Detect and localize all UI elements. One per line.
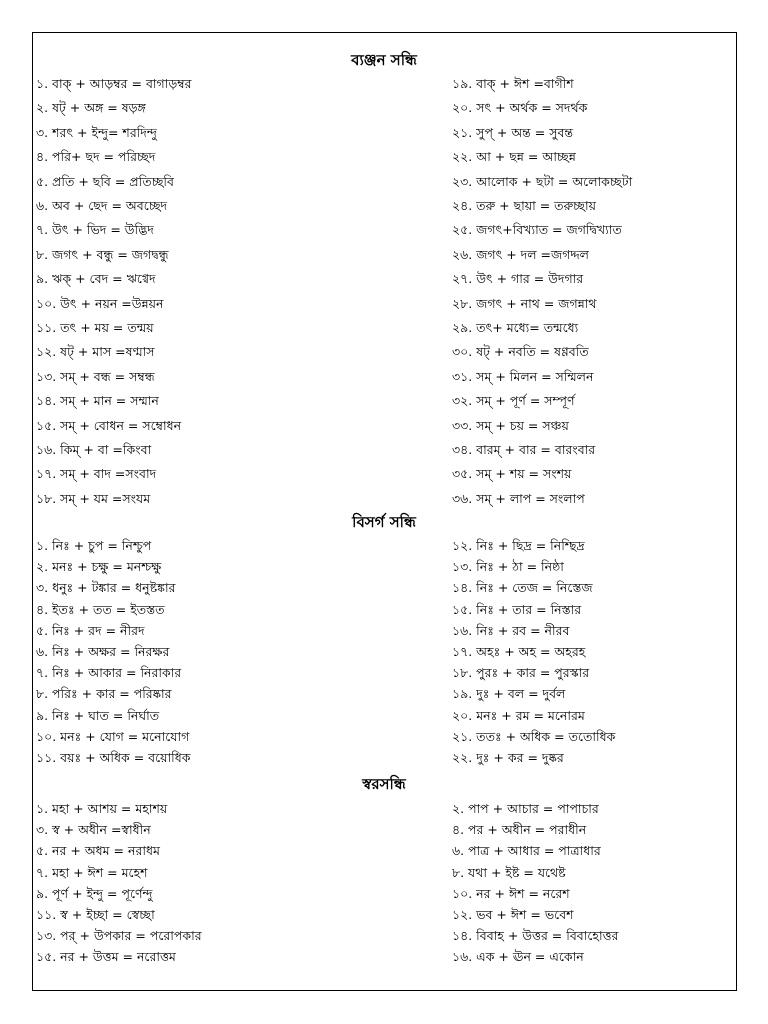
sandhi-entry: ১৪. সম্ + মান = সম্মান	[36, 393, 159, 409]
sandhi-entry: ১৩. নিঃ + ঠা = নিষ্ঠা	[452, 559, 564, 575]
sandhi-entry: ৩. ধনুঃ + টঙ্কার = ধনুষ্টঙ্কার	[36, 580, 176, 596]
sandhi-entry: ৩. শরৎ + ইন্দু= শরদিন্দু	[36, 124, 157, 140]
sandhi-entry: ২০. সৎ + অর্থক = সদর্থক	[452, 100, 588, 116]
sandhi-entry: ৩১. সম্ + মিলন = সম্মিলন	[452, 368, 594, 384]
sandhi-entry: ৭. উৎ + ভিদ = উদ্ভিদ	[36, 222, 154, 238]
sandhi-entry: ২৪. তরু + ছায়া = তরুচ্ছায়	[452, 198, 596, 213]
sandhi-entry: ১২. ভব + ঈশ = ভবেশ	[452, 907, 574, 922]
sandhi-entry: ১৫. নর + উত্তম = নরোত্তম	[36, 949, 176, 965]
sandhi-entry: ১৮. পুরঃ + কার = পুরস্কার	[452, 665, 590, 681]
sandhi-entry: ৫. প্রতি + ছবি = প্রতিচ্ছবি	[36, 173, 174, 189]
sandhi-entry: ১৬. কিম্ + বা =কিংবা	[36, 442, 152, 457]
sandhi-entry: ১৫. সম্ + বোধন = সম্বোধন	[36, 417, 182, 433]
sandhi-entry: ১২. নিঃ + ছিদ্র = নিশ্ছিদ্র	[452, 538, 585, 553]
sandhi-entry: ৯. পূর্ণ + ইন্দু = পূর্ণেন্দু	[36, 885, 153, 901]
sandhi-entry: ৫. নিঃ + রদ = নীরদ	[36, 622, 145, 638]
sandhi-entry: ৯. নিঃ + ঘাত = নির্ঘাত	[36, 707, 160, 723]
sandhi-entry: ৫. নর + অধম = নরাধম	[36, 843, 160, 859]
section-heading: ব্যঞ্জন সন্ধি	[351, 51, 417, 69]
sandhi-entry: ২. পাপ + আচার = পাপাচার	[452, 801, 599, 816]
sandhi-entry: ২১. সুপ্ + অন্ত = সুবন্ত	[452, 124, 574, 140]
sandhi-entry: ৩৫. সম্ + শয় = সংশয়	[452, 466, 572, 482]
sandhi-entry: ১. বাক্ + আড়ম্বর = বাগাড়ম্বর	[36, 76, 192, 91]
sandhi-entry: ১. নিঃ + চুপ = নিশ্চুপ	[36, 538, 152, 553]
sandhi-entry: ৬. নিঃ + অক্ষর = নিরক্ষর	[36, 644, 170, 659]
sandhi-entry: ৩২. সম্ + পূর্ণ = সম্পূর্ণ	[452, 393, 575, 409]
sandhi-entry: ২. মনঃ + চক্ষু = মনশ্চক্ষু	[36, 559, 162, 575]
sandhi-entry: ২০. মনঃ + রম = মনোরম	[452, 707, 585, 723]
sandhi-entry: ২৯. তৎ+ মধ্যে= তন্মধ্যে	[452, 320, 579, 335]
sandhi-entry: ১১. তৎ + ময় = তন্ময়	[36, 320, 154, 335]
sandhi-entry: ১৫. নিঃ + তার = নিস্তার	[452, 601, 582, 617]
sandhi-entry: ২১. ততঃ + অধিক = ততোধিক	[452, 728, 616, 744]
sandhi-entry: ৬. অব + ছেদ = অবচ্ছেদ	[36, 198, 168, 213]
sandhi-entry: ১৩. সম্ + বন্ধ = সম্বন্ধ	[36, 368, 155, 384]
sandhi-entry: ৮. পরিঃ + কার = পরিষ্কার	[36, 686, 172, 702]
sandhi-entry: ১৮. সম্ + যম =সংযম	[36, 490, 151, 506]
sandhi-entry: ৭. মহা + ঈশ = মহেশ	[36, 864, 148, 880]
sandhi-entry: ৭. নিঃ + আকার = নিরাকার	[36, 665, 182, 681]
sandhi-entry: ৩৩. সম্ + চয় = সঞ্চয়	[452, 417, 569, 433]
sandhi-entry: ৩০. ষট্ + নবতি = ষণ্ণবতি	[452, 344, 589, 360]
sandhi-entry: ৮. যথা + ইষ্ট = যথেষ্ট	[452, 864, 566, 880]
sandhi-entry: ১৯. দুঃ + বল = দুর্বল	[452, 686, 566, 702]
sandhi-entry: ১৪. নিঃ + তেজ = নিস্তেজ	[452, 580, 593, 596]
sandhi-entry: ২. ষট্ + অঙ্গ = ষড়ঙ্গ	[36, 100, 146, 116]
sandhi-entry: ৬. পাত্র + আধার = পাত্রাধার	[452, 843, 601, 859]
sandhi-entry: ২২. আ + ছন্ন = আচ্ছন্ন	[452, 149, 576, 165]
sandhi-entry: ২৬. জগৎ + দল =জগদ্দল	[452, 246, 589, 262]
sandhi-entry: ১০. নর + ঈশ = নরেশ	[452, 885, 570, 901]
sandhi-entry: ২৭. উৎ + গার = উদগার	[452, 271, 584, 287]
sandhi-entry: ১১. স্ব + ইচ্ছা = স্বেচ্ছা	[36, 907, 155, 922]
sandhi-entry: ২৩. আলোক + ছটা = অলোকচ্ছটা	[452, 173, 633, 189]
section-heading: স্বরসন্ধি	[362, 775, 406, 793]
sandhi-entry: ১৬. নিঃ + রব = নীরব	[452, 622, 570, 638]
sandhi-entry: ১৩. পর্ + উপকার = পরোপকার	[36, 928, 202, 944]
sandhi-entry: ৩৪. বারম্ + বার = বারংবার	[452, 442, 596, 457]
sandhi-entry: ১৪. বিবাহ + উত্তর = বিবাহোত্তর	[452, 928, 619, 944]
sandhi-entry: ৩৬. সম্ + লাপ = সংলাপ	[452, 490, 585, 506]
sandhi-entry: ১৭. সম্ + বাদ =সংবাদ	[36, 466, 157, 482]
sandhi-entry: ১০. উৎ + নয়ন =উন্নয়ন	[36, 295, 164, 311]
sandhi-entry: ১. মহা + আশয় = মহাশয়	[36, 801, 168, 816]
sandhi-entry: ১১. বয়ঃ + অধিক = বয়োধিক	[36, 750, 191, 765]
sandhi-entry: ৪. পরি+ ছদ = পরিচ্ছদ	[36, 149, 156, 165]
sandhi-entry: ১২. ষট্ + মাস =ষণ্মাস	[36, 344, 155, 360]
sandhi-entry: ১৭. অহঃ + অহ = অহরহ	[452, 644, 586, 659]
sandhi-entry: ৩. স্ব + অধীন =স্বাধীন	[36, 822, 151, 838]
sandhi-entry: ১৯. বাক্ + ঈশ =বাগীশ	[452, 76, 574, 91]
section-heading: বিসর্গ সন্ধি	[352, 513, 416, 531]
sandhi-entry: ১০. মনঃ + যোগ = মনোযোগ	[36, 728, 190, 744]
sandhi-entry: ৪. পর + অধীন = পরাধীন	[452, 822, 587, 838]
sandhi-entry: ৪. ইতঃ + তত = ইতস্তত	[36, 601, 165, 617]
sandhi-entry: ১৬. এক + ঊন = একোন	[452, 949, 584, 965]
sandhi-entry: ২৮. জগৎ + নাথ = জগন্নাথ	[452, 295, 597, 311]
sandhi-entry: ৮. জগৎ + বন্ধু = জগদ্বন্ধু	[36, 246, 169, 262]
sandhi-entry: ২২. দুঃ + কর = দুষ্কর	[452, 750, 564, 765]
sandhi-entry: ২৫. জগৎ+বিখ্যাত = জগদ্বিখ্যাত	[452, 222, 622, 238]
sandhi-entry: ৯. ঋক্ + বেদ = ঋগ্বেদ	[36, 271, 156, 287]
